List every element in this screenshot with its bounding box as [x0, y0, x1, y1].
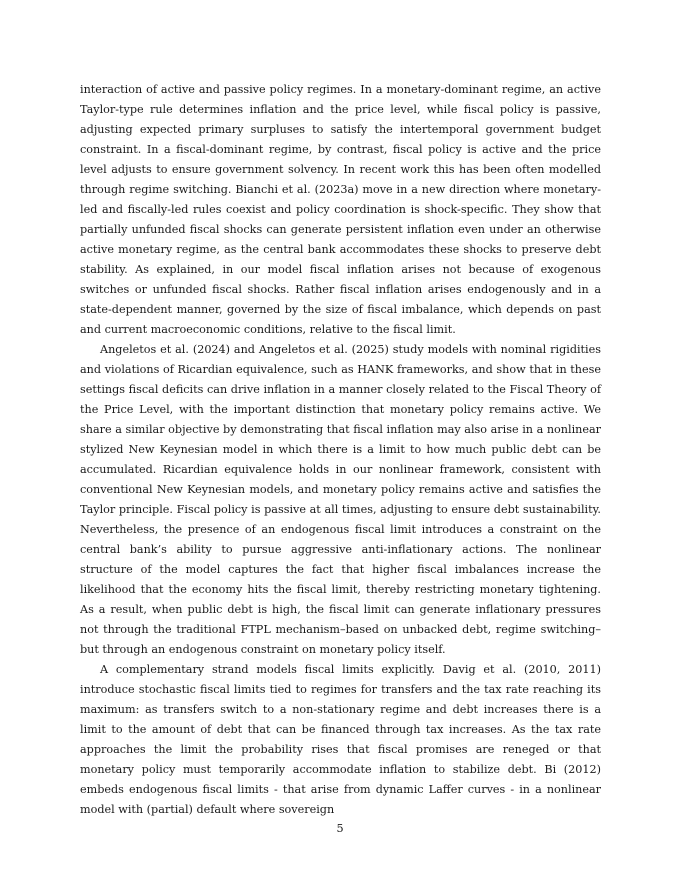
- page-body: [80, 80, 601, 820]
- paragraph-fiscal-limits: A complementary strand models fiscal limits explicitly. Davig et al. (2010, 2011) introduce stochastic fiscal limits tied to regimes for transfers and the tax rate reaching its maximum: as transfers switch to a non-stationary regime and debt increases there is a limit to the amount of debt that can be financed through tax increases. As the tax rate approaches the limit the probability rises that fiscal promises are reneged or that monetary policy must temporarily accommodate inflation to stabilize debt. Bi (2012) embeds endogenous fiscal limits - that arise from dynamic Laffer curves - in a nonlinear model with (partial) default where sovereign: [80, 663, 601, 816]
- paragraph-regimes: interaction of active and passive policy regimes. In a monetary-dominant regime, an active Taylor-type rule determines inflation and the price level, while fiscal policy is passive, adjusting expected primary surpluses to satisfy the intertemporal government budget constraint. In a fiscal-dominant regime, by contrast, fiscal policy is active and the price level adjusts to ensure government solvency. In recent work this has been often modelled through regime switching. Bianchi et al. (2023a) move in a new direction where monetary-led and fiscally-led rules coexist and policy coordination is shock-specific. They show that partially unfunded fiscal shocks can generate persistent inflation even under an otherwise active monetary regime, as the central bank accommodates these shocks to preserve debt stability. As explained, in our model fiscal inflation arises not because of exogenous switches or unfunded fiscal shocks. Rather fiscal inflation arises endogenously and in a state-dependent manner, governed by the size of fiscal imbalance, which depends on past and current macroeconomic conditions, relative to the fiscal limit.: [80, 83, 601, 336]
- page-number: 5: [336, 822, 344, 835]
- paragraph-angeletos: Angeletos et al. (2024) and Angeletos et al. (2025) study models with nominal rigidities and violations of Ricardian equivalence, such as HANK frameworks, and show that in these settings fiscal deficits can drive inflation in a manner closely related to the Fiscal Theory of the Price Level, with the important distinction that monetary policy remains active. We share a similar objective by demonstrating that fiscal inflation may also arise in a nonlinear stylized New Keynesian model in which there is a limit to how much public debt can be accumulated. Ricardian equivalence holds in our nonlinear framework, consistent with conventional New Keynesian models, and monetary policy remains active and satisfies the Taylor principle. Fiscal policy is passive at all times, adjusting to ensure debt sustainability. Nevertheless, the presence of an endogenous fiscal limit introduces a constraint on the central bank’s ability to pursue aggressive anti-inflationary actions. The nonlinear structure of the model captures the fact that higher fiscal imbalances increase the likelihood that the economy hits the fiscal limit, thereby restricting monetary tightening. As a result, when public debt is high, the fiscal limit can generate inflationary pressures not through the traditional FTPL mechanism–based on unbacked debt, regime switching–but through an endogenous constraint on monetary policy itself.: [80, 343, 601, 656]
